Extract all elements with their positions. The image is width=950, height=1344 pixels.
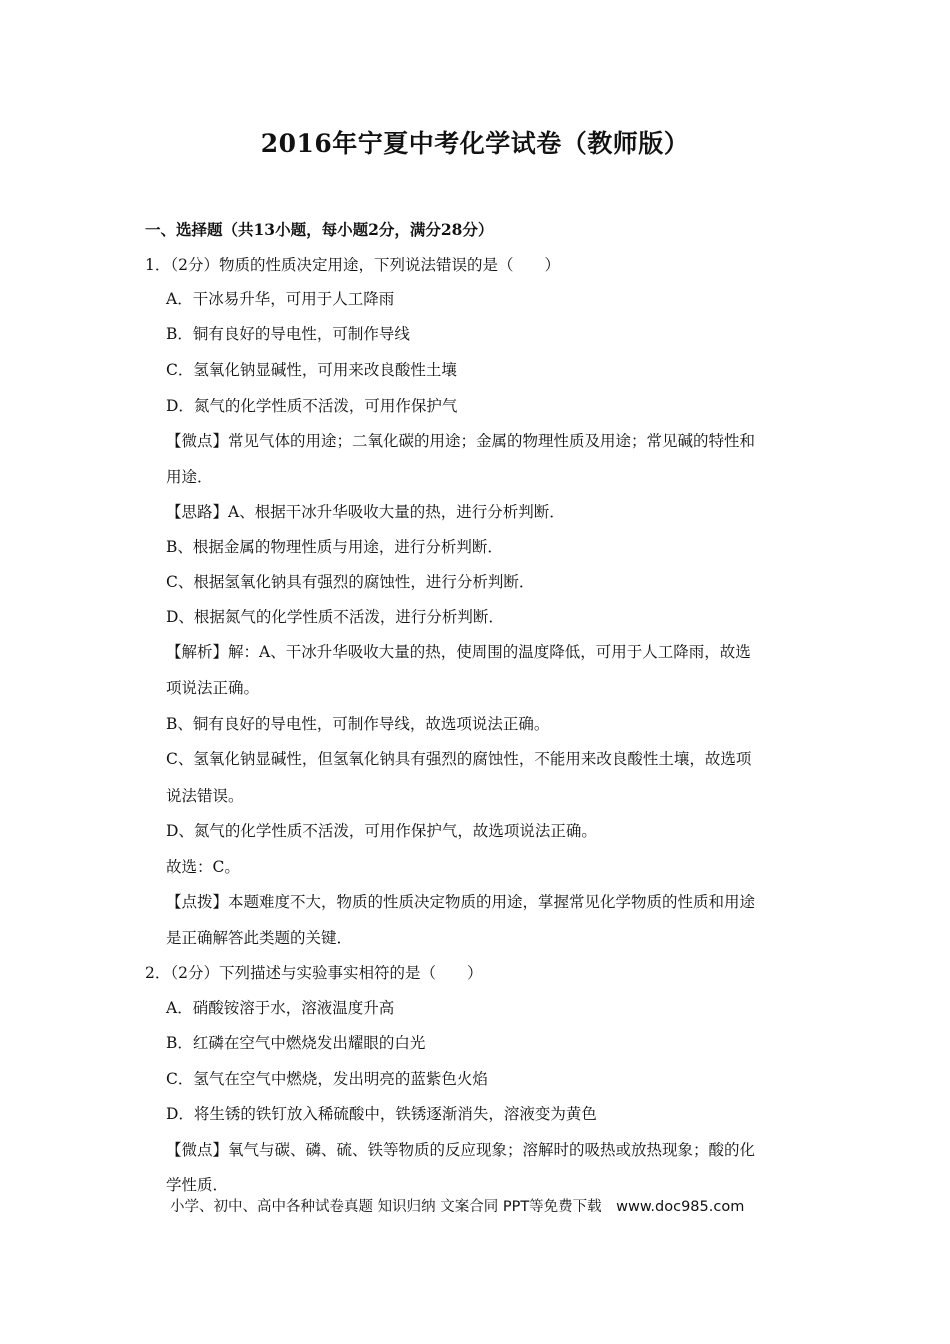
question-1-answer: 故选：C。: [166, 858, 240, 876]
document-title: 2016年宁夏中考化学试卷（教师版）: [260, 129, 690, 158]
question-1-option-c: C．氢氧化钠显碱性，可用来改良酸性土壤: [166, 361, 457, 379]
footer-watermark: 小学、初中、高中各种试卷真题 知识归纳 文案合同 PPT等免费下载 www.doc985.com: [170, 1199, 745, 1215]
question-1-dianbo-cont: 是正确解答此类题的关键．: [166, 929, 353, 947]
question-2-stem: 2．（2分）下列描述与实验事实相符的是（ ）: [145, 964, 483, 982]
question-2-option-c: C．氢气在空气中燃烧，发出明亮的蓝紫色火焰: [166, 1070, 488, 1088]
question-2-option-b: B．红磷在空气中燃烧发出耀眼的白光: [166, 1034, 426, 1052]
question-2-option-d: D．将生锈的铁钉放入稀硫酸中，铁锈逐渐消失，溶液变为黄色: [166, 1105, 597, 1123]
question-1-silu-3: D、根据氮气的化学性质不活泼，进行分析判断．: [166, 608, 504, 626]
question-1-stem: 1．（2分）物质的性质决定用途，下列说法错误的是（ ）: [145, 256, 560, 274]
question-1-jiexi-c-cont: 说法错误。: [166, 787, 244, 805]
question-1-jiexi-c: C、氢氧化钠显碱性，但氢氧化钠具有强烈的腐蚀性，不能用来改良酸性土壤，故选项: [166, 750, 752, 768]
question-1-option-d: D．氮气的化学性质不活泼，可用作保护气: [166, 397, 458, 415]
question-2-weidian-cont: 学性质．: [166, 1176, 229, 1194]
question-1-weidian-cont: 用途．: [166, 468, 213, 486]
question-1-silu-0: 【思路】A、根据干冰升华吸收大量的热，进行分析判断．: [166, 503, 565, 521]
question-1-option-b: B．铜有良好的导电性，可制作导线: [166, 325, 410, 343]
question-2-option-a: A．硝酸铵溶于水，溶液温度升高: [166, 999, 395, 1017]
question-1-option-a: A．干冰易升华，可用于人工降雨: [166, 290, 395, 308]
question-1-silu-2: C、根据氢氧化钠具有强烈的腐蚀性，进行分析判断．: [166, 573, 535, 591]
question-1-jiexi: 【解析】解：A、干冰升华吸收大量的热，使周围的温度降低，可用于人工降雨，故选: [166, 643, 751, 661]
question-1-jiexi-b: B、铜有良好的导电性，可制作导线，故选项说法正确。: [166, 715, 550, 733]
question-1-silu-1: B、根据金属的物理性质与用途，进行分析判断．: [166, 538, 503, 556]
question-1-jiexi-cont: 项说法正确。: [166, 679, 260, 697]
question-1-dianbo: 【点拨】本题难度不大，物质的性质决定物质的用途，掌握常见化学物质的性质和用途: [166, 893, 756, 911]
question-2-weidian: 【微点】氧气与碳、磷、硫、铁等物质的反应现象；溶解时的吸热或放热现象；酸的化: [166, 1141, 756, 1159]
question-1-jiexi-d: D、氮气的化学性质不活泼，可用作保护气，故选项说法正确。: [166, 822, 597, 840]
question-1-weidian: 【微点】常见气体的用途；二氧化碳的用途；金属的物理性质及用途；常见碱的特性和: [166, 432, 756, 450]
section-heading: 一、选择题（共13小题，每小题2分，满分28分）: [145, 220, 494, 239]
